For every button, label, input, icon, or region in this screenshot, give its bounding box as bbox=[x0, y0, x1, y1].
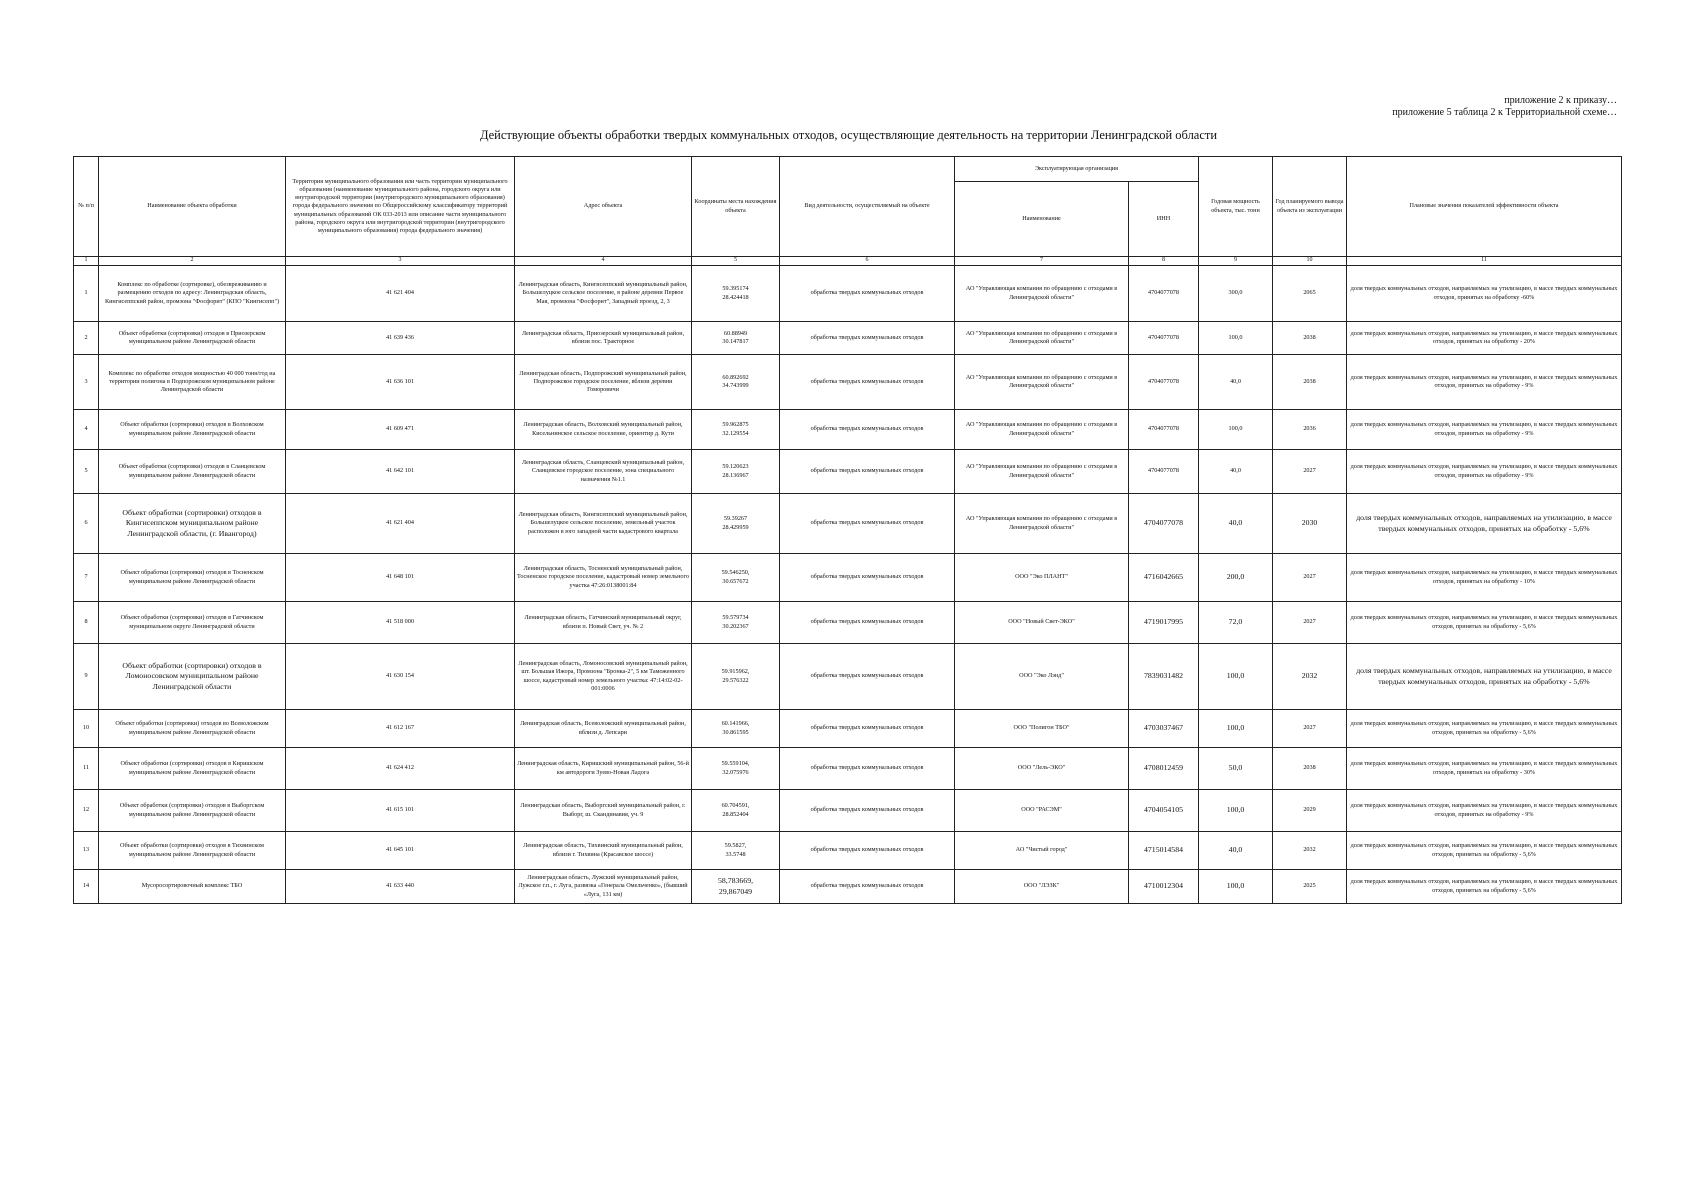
facility-name-cell: Объект обработки (сортировки) отходов в Выборгском муниципальном районе Ленинградской области bbox=[99, 790, 286, 832]
capacity-cell: 100,0 bbox=[1199, 644, 1273, 710]
operator-name-cell: АО "Управляющая компания по обращению с отходами в Ленинградской области" bbox=[955, 450, 1129, 494]
facilities-table bbox=[73, 156, 1622, 904]
indicator-cell: доля твердых коммунальных отходов, направляемых на утилизацию, в массе твердых коммунальных отходов, принятых на обработку - 9% bbox=[1347, 355, 1622, 410]
decommission-year-cell: 2027 bbox=[1273, 710, 1347, 748]
column-number-cell: 2 bbox=[99, 257, 286, 266]
operator-name-cell: ООО "Новый Свет-ЭКО" bbox=[955, 602, 1129, 644]
capacity-cell: 40,0 bbox=[1199, 450, 1273, 494]
territory-code-cell: 41 639 436 bbox=[286, 322, 515, 355]
activity-cell: обработка твердых коммунальных отходов bbox=[780, 266, 955, 322]
inn-cell: 4704077078 bbox=[1129, 494, 1199, 554]
facility-name-cell: Мусоросортировочный комплекс ТБО bbox=[99, 870, 286, 904]
indicator-cell: доля твердых коммунальных отходов, направляемых на утилизацию, в массе твердых коммунальных отходов, принятых на обработку - 9% bbox=[1347, 410, 1622, 450]
header-operator-name: Наименование bbox=[955, 182, 1129, 257]
activity-cell: обработка твердых коммунальных отходов bbox=[780, 450, 955, 494]
row-number-cell: 13 bbox=[74, 832, 99, 870]
decommission-year-cell: 2038 bbox=[1273, 355, 1347, 410]
facility-name-cell: Комплекс по обработке (сортировке), обезвреживанию и размещению отходов по адресу: Ленинградская область, Кингисеппский район, промзона "Фосфорит" (КПО "Кингисепп") bbox=[99, 266, 286, 322]
annex-note-2: приложение 5 таблица 2 к Территориальной схеме… bbox=[1392, 107, 1617, 118]
indicator-cell: доля твердых коммунальных отходов, направляемых на утилизацию, в массе твердых коммунальных отходов, принятых на обработку - 5,6% bbox=[1347, 494, 1622, 554]
row-number-cell: 9 bbox=[74, 644, 99, 710]
inn-cell: 4715014584 bbox=[1129, 832, 1199, 870]
territory-code-cell: 41 633 440 bbox=[286, 870, 515, 904]
capacity-cell: 50,0 bbox=[1199, 748, 1273, 790]
capacity-cell: 300,0 bbox=[1199, 266, 1273, 322]
activity-cell: обработка твердых коммунальных отходов bbox=[780, 710, 955, 748]
address-cell: Ленинградская область, Подпорожский муниципальный район, Подпорожское городское поселение, вблизи деревни Гоморовичи bbox=[515, 355, 692, 410]
row-number-cell: 3 bbox=[74, 355, 99, 410]
column-number-cell: 4 bbox=[515, 257, 692, 266]
activity-cell: обработка твердых коммунальных отходов bbox=[780, 494, 955, 554]
row-number-cell: 2 bbox=[74, 322, 99, 355]
address-cell: Ленинградская область, Тихвинский муниципальный район, вблизи г. Тихвина (Красавское шоссе) bbox=[515, 832, 692, 870]
decommission-year-cell: 2027 bbox=[1273, 554, 1347, 602]
header-indicators: Плановые значения показателей эффективности объекта bbox=[1347, 157, 1622, 257]
table-row bbox=[74, 554, 1622, 602]
row-number-cell: 6 bbox=[74, 494, 99, 554]
coordinates-cell: 59.915962, 29.576322 bbox=[692, 644, 780, 710]
inn-cell: 4704077078 bbox=[1129, 450, 1199, 494]
inn-cell: 4704054105 bbox=[1129, 790, 1199, 832]
decommission-year-cell: 2038 bbox=[1273, 322, 1347, 355]
facility-name-cell: Объект обработки (сортировки) отходов в Киришском муниципальном районе Ленинградской области bbox=[99, 748, 286, 790]
indicator-cell: доля твердых коммунальных отходов, направляемых на утилизацию, в массе твердых коммунальных отходов, принятых на обработку - 20% bbox=[1347, 322, 1622, 355]
decommission-year-cell: 2025 bbox=[1273, 870, 1347, 904]
header-row-top bbox=[74, 157, 1622, 182]
table-row bbox=[74, 748, 1622, 790]
coordinates-cell: 60.141966, 30.861595 bbox=[692, 710, 780, 748]
address-cell: Ленинградская область, Выборгский муниципальный район, г. Выборг, ш. Скандинавия, уч. 9 bbox=[515, 790, 692, 832]
capacity-cell: 100,0 bbox=[1199, 410, 1273, 450]
table-row bbox=[74, 322, 1622, 355]
activity-cell: обработка твердых коммунальных отходов bbox=[780, 790, 955, 832]
facility-name-cell: Объект обработки (сортировки) отходов в Тосненском муниципальном районе Ленинградской области bbox=[99, 554, 286, 602]
coordinates-cell: 59.579734 30.202367 bbox=[692, 602, 780, 644]
operator-name-cell: ООО "РАСЭМ" bbox=[955, 790, 1129, 832]
table-body bbox=[74, 266, 1622, 904]
row-number-cell: 5 bbox=[74, 450, 99, 494]
facility-name-cell: Объект обработки (сортировки) отходов в Волховском муниципальном районе Ленинградской области bbox=[99, 410, 286, 450]
territory-code-cell: 41 612 167 bbox=[286, 710, 515, 748]
row-number-cell: 10 bbox=[74, 710, 99, 748]
indicator-cell: доля твердых коммунальных отходов, направляемых на утилизацию, в массе твердых коммунальных отходов, принятых на обработку - 10% bbox=[1347, 554, 1622, 602]
header-address: Адрес объекта bbox=[515, 157, 692, 257]
facility-name-cell: Объект обработки (сортировки) отходов в Тихвинском муниципальном районе Ленинградской области bbox=[99, 832, 286, 870]
coordinates-cell: 59.39267 28.429959 bbox=[692, 494, 780, 554]
indicator-cell: доля твердых коммунальных отходов, направляемых на утилизацию, в массе твердых коммунальных отходов, принятых на обработку - 5,6% bbox=[1347, 832, 1622, 870]
header-operator: Эксплуатирующая организация bbox=[955, 157, 1199, 182]
operator-name-cell: ООО "Эко ПЛАНТ" bbox=[955, 554, 1129, 602]
header-capacity: Годовая мощность объекта, тыс. тонн bbox=[1199, 157, 1273, 257]
capacity-cell: 40,0 bbox=[1199, 494, 1273, 554]
operator-name-cell: АО "Чистый город" bbox=[955, 832, 1129, 870]
header-name: Наименование объекта обработки bbox=[99, 157, 286, 257]
table-row bbox=[74, 410, 1622, 450]
address-cell: Ленинградская область, Всеволожский муниципальный район, вблизи д. Лепсари bbox=[515, 710, 692, 748]
activity-cell: обработка твердых коммунальных отходов bbox=[780, 644, 955, 710]
activity-cell: обработка твердых коммунальных отходов bbox=[780, 410, 955, 450]
address-cell: Ленинградская область, Гатчинский муниципальный округ, вблизи п. Новый Свет, уч. № 2 bbox=[515, 602, 692, 644]
territory-code-cell: 41 636 101 bbox=[286, 355, 515, 410]
indicator-cell: доля твердых коммунальных отходов, направляемых на утилизацию, в массе твердых коммунальных отходов, принятых на обработку - 9% bbox=[1347, 790, 1622, 832]
table-row bbox=[74, 870, 1622, 904]
facility-name-cell: Объект обработки (сортировки) отходов в Ломоносовском муниципальном районе Ленинградской области bbox=[99, 644, 286, 710]
coordinates-cell: 60.892692 34.743999 bbox=[692, 355, 780, 410]
header-year: Год планируемого вывода объекта из эксплуатации bbox=[1273, 157, 1347, 257]
column-number-cell: 9 bbox=[1199, 257, 1273, 266]
indicator-cell: доля твердых коммунальных отходов, направляемых на утилизацию, в массе твердых коммунальных отходов, принятых на обработку - 9% bbox=[1347, 450, 1622, 494]
row-number-cell: 4 bbox=[74, 410, 99, 450]
activity-cell: обработка твердых коммунальных отходов bbox=[780, 748, 955, 790]
inn-cell: 4704077078 bbox=[1129, 355, 1199, 410]
coordinates-cell: 59.5827, 33.5748 bbox=[692, 832, 780, 870]
territory-code-cell: 41 518 000 bbox=[286, 602, 515, 644]
decommission-year-cell: 2036 bbox=[1273, 410, 1347, 450]
capacity-cell: 100,0 bbox=[1199, 870, 1273, 904]
column-number-cell: 3 bbox=[286, 257, 515, 266]
decommission-year-cell: 2065 bbox=[1273, 266, 1347, 322]
facility-name-cell: Объект обработки (сортировки) отходов в Приозерском муниципальном районе Ленинградской области bbox=[99, 322, 286, 355]
operator-name-cell: ООО "Эко Лэнд" bbox=[955, 644, 1129, 710]
coordinates-cell: 58,783669, 29,867049 bbox=[692, 870, 780, 904]
inn-cell: 4704077078 bbox=[1129, 322, 1199, 355]
capacity-cell: 40,0 bbox=[1199, 355, 1273, 410]
inn-cell: 4716042665 bbox=[1129, 554, 1199, 602]
coordinates-cell: 60.704591, 28.852404 bbox=[692, 790, 780, 832]
column-number-cell: 6 bbox=[780, 257, 955, 266]
territory-code-cell: 41 624 412 bbox=[286, 748, 515, 790]
operator-name-cell: ООО "Полигон ТБО" bbox=[955, 710, 1129, 748]
activity-cell: обработка твердых коммунальных отходов bbox=[780, 355, 955, 410]
activity-cell: обработка твердых коммунальных отходов bbox=[780, 554, 955, 602]
table-row bbox=[74, 602, 1622, 644]
table-row bbox=[74, 832, 1622, 870]
column-number-cell: 5 bbox=[692, 257, 780, 266]
capacity-cell: 200,0 bbox=[1199, 554, 1273, 602]
activity-cell: обработка твердых коммунальных отходов bbox=[780, 322, 955, 355]
indicator-cell: доля твердых коммунальных отходов, направляемых на утилизацию, в массе твердых коммунальных отходов, принятых на обработку - 30% bbox=[1347, 748, 1622, 790]
territory-code-cell: 41 615 101 bbox=[286, 790, 515, 832]
activity-cell: обработка твердых коммунальных отходов bbox=[780, 832, 955, 870]
row-number-cell: 11 bbox=[74, 748, 99, 790]
inn-cell: 4704077078 bbox=[1129, 410, 1199, 450]
table-row bbox=[74, 494, 1622, 554]
inn-cell: 4704077078 bbox=[1129, 266, 1199, 322]
column-number-cell: 7 bbox=[955, 257, 1129, 266]
header-num: № п/п bbox=[74, 157, 99, 257]
operator-name-cell: АО "Управляющая компания по обращению с отходами в Ленинградской области" bbox=[955, 494, 1129, 554]
row-number-cell: 12 bbox=[74, 790, 99, 832]
address-cell: Ленинградская область, Кингисеппский муниципальный район, Большелуцкое сельское поселение, земельный участок расположен в юго западной части кадастрового квартала bbox=[515, 494, 692, 554]
column-number-cell: 1 bbox=[74, 257, 99, 266]
facility-name-cell: Объект обработки (сортировки) отходов во Всеволожском муниципальном районе Ленинградской области bbox=[99, 710, 286, 748]
annex-note-1: приложение 2 к приказу… bbox=[1504, 95, 1617, 106]
column-number-row bbox=[74, 257, 1622, 266]
indicator-cell: доля твердых коммунальных отходов, направляемых на утилизацию, в массе твердых коммунальных отходов, принятых на обработку - 5,6% bbox=[1347, 644, 1622, 710]
decommission-year-cell: 2030 bbox=[1273, 494, 1347, 554]
table-row bbox=[74, 644, 1622, 710]
row-number-cell: 8 bbox=[74, 602, 99, 644]
row-number-cell: 1 bbox=[74, 266, 99, 322]
territory-code-cell: 41 642 101 bbox=[286, 450, 515, 494]
capacity-cell: 40,0 bbox=[1199, 832, 1273, 870]
territory-code-cell: 41 621 404 bbox=[286, 494, 515, 554]
facility-name-cell: Комплекс по обработке отходов мощностью 40 000 тонн/год на территории полигона в Подпорожском муниципальном районе Ленинградской области bbox=[99, 355, 286, 410]
operator-name-cell: АО "Управляющая компания по обращению с отходами в Ленинградской области" bbox=[955, 410, 1129, 450]
indicator-cell: доля твердых коммунальных отходов, направляемых на утилизацию, в массе твердых коммунальных отходов, принятых на обработку - 5,6% bbox=[1347, 710, 1622, 748]
inn-cell: 4708012459 bbox=[1129, 748, 1199, 790]
row-number-cell: 7 bbox=[74, 554, 99, 602]
operator-name-cell: АО "Управляющая компания по обращению с отходами в Ленинградской области" bbox=[955, 322, 1129, 355]
territory-code-cell: 41 609 471 bbox=[286, 410, 515, 450]
column-number-cell: 11 bbox=[1347, 257, 1622, 266]
header-territory: Территория муниципального образования или часть территории муниципального образования (наименование муниципального района, городского округа или внутригородской территории (внутригородского муниципального образования) города федерального значения по Общероссийскому классификатору территорий муниципальных образований ОК 033-2013 или описание части муниципального района, городского округа или внутригородской территории (внутригородского муниципального образования) города федерального значения) bbox=[286, 157, 515, 257]
indicator-cell: доля твердых коммунальных отходов, направляемых на утилизацию, в массе твердых коммунальных отходов, принятых на обработку - 5,6% bbox=[1347, 870, 1622, 904]
table-row bbox=[74, 710, 1622, 748]
address-cell: Ленинградская область, Сланцевский муниципальный район, Сланцевское городское поселение, зона специального назначения №1.1 bbox=[515, 450, 692, 494]
coordinates-cell: 59.546250, 30.657672 bbox=[692, 554, 780, 602]
indicator-cell: доля твердых коммунальных отходов, направляемых на утилизацию, в массе твердых коммунальных отходов, принятых на обработку -60% bbox=[1347, 266, 1622, 322]
column-number-cell: 10 bbox=[1273, 257, 1347, 266]
activity-cell: обработка твердых коммунальных отходов bbox=[780, 870, 955, 904]
decommission-year-cell: 2032 bbox=[1273, 832, 1347, 870]
address-cell: Ленинградская область, Лужский муниципальный район, Лужское г.п., г. Луга, развязка «Генерала Омельченко», (бывший «Луга, 131 км) bbox=[515, 870, 692, 904]
capacity-cell: 100,0 bbox=[1199, 322, 1273, 355]
table-row bbox=[74, 790, 1622, 832]
capacity-cell: 100,0 bbox=[1199, 790, 1273, 832]
operator-name-cell: АО "Управляющая компания по обращению с отходами в Ленинградской области" bbox=[955, 355, 1129, 410]
address-cell: Ленинградская область, Ломоносовский муниципальный район, шт. Большая Ижора, Промзона "Бронка-2", 5 км Таможенного шоссе, кадастровый номер земельного участка: 47:14:02-02-001:0006 bbox=[515, 644, 692, 710]
address-cell: Ленинградская область, Приозерский муниципальный район, вблизи пос. Тракторное bbox=[515, 322, 692, 355]
decommission-year-cell: 2029 bbox=[1273, 790, 1347, 832]
facility-name-cell: Объект обработки (сортировки) отходов в Кингисеппском муниципальном районе Ленинградской области, (г. Ивангород) bbox=[99, 494, 286, 554]
facility-name-cell: Объект обработки (сортировки) отходов в Сланцевском муниципальном районе Ленинградской области bbox=[99, 450, 286, 494]
coordinates-cell: 59.120623 28.136967 bbox=[692, 450, 780, 494]
indicator-cell: доля твердых коммунальных отходов, направляемых на утилизацию, в массе твердых коммунальных отходов, принятых на обработку - 5,6% bbox=[1347, 602, 1622, 644]
territory-code-cell: 41 621 404 bbox=[286, 266, 515, 322]
address-cell: Ленинградская область, Кингисеппский муниципальный район, Большелуцкое сельское поселение, в районе деревни Первое Мая, промзона "Фосфорит", Западный проезд, 2, 3 bbox=[515, 266, 692, 322]
operator-name-cell: ООО "ЛЭЗК" bbox=[955, 870, 1129, 904]
column-number-cell: 8 bbox=[1129, 257, 1199, 266]
table-row bbox=[74, 355, 1622, 410]
capacity-cell: 72,0 bbox=[1199, 602, 1273, 644]
table-row bbox=[74, 450, 1622, 494]
table-row bbox=[74, 266, 1622, 322]
operator-name-cell: ООО "Лель-ЭКО" bbox=[955, 748, 1129, 790]
territory-code-cell: 41 630 154 bbox=[286, 644, 515, 710]
territory-code-cell: 41 648 101 bbox=[286, 554, 515, 602]
coordinates-cell: 59.395174 28.424418 bbox=[692, 266, 780, 322]
header-activity: Вид деятельности, осуществляемый на объекте bbox=[780, 157, 955, 257]
coordinates-cell: 60.88949 30.147817 bbox=[692, 322, 780, 355]
header-coords: Координаты места нахождения объекта bbox=[692, 157, 780, 257]
document-title: Действующие объекты обработки твердых коммунальных отходов, осуществляющие деятельность на территории Ленинградской области bbox=[479, 128, 1218, 142]
header-inn: ИНН bbox=[1129, 182, 1199, 257]
activity-cell: обработка твердых коммунальных отходов bbox=[780, 602, 955, 644]
facility-name-cell: Объект обработки (сортировки) отходов в Гатчинском муниципальном округе Ленинградской области bbox=[99, 602, 286, 644]
inn-cell: 7839031482 bbox=[1129, 644, 1199, 710]
row-number-cell: 14 bbox=[74, 870, 99, 904]
address-cell: Ленинградская область, Киришский муниципальный район, 56-й км автодороги Зуево-Новая Ладога bbox=[515, 748, 692, 790]
coordinates-cell: 59.962875 32.129554 bbox=[692, 410, 780, 450]
address-cell: Ленинградская область, Тосненский муниципальный район, Тосненское городское поселение, кадастровый номер земельного участка 47:26:0138001:84 bbox=[515, 554, 692, 602]
decommission-year-cell: 2027 bbox=[1273, 602, 1347, 644]
inn-cell: 4719017995 bbox=[1129, 602, 1199, 644]
operator-name-cell: АО "Управляющая компания по обращению с отходами в Ленинградской области" bbox=[955, 266, 1129, 322]
decommission-year-cell: 2038 bbox=[1273, 748, 1347, 790]
inn-cell: 4703037467 bbox=[1129, 710, 1199, 748]
territory-code-cell: 41 645 101 bbox=[286, 832, 515, 870]
capacity-cell: 100,0 bbox=[1199, 710, 1273, 748]
decommission-year-cell: 2032 bbox=[1273, 644, 1347, 710]
decommission-year-cell: 2027 bbox=[1273, 450, 1347, 494]
address-cell: Ленинградская область, Волховский муниципальный район, Кисельнинское сельское поселение, ориентир д. Кути bbox=[515, 410, 692, 450]
coordinates-cell: 59.559104, 32.075976 bbox=[692, 748, 780, 790]
inn-cell: 4710012304 bbox=[1129, 870, 1199, 904]
